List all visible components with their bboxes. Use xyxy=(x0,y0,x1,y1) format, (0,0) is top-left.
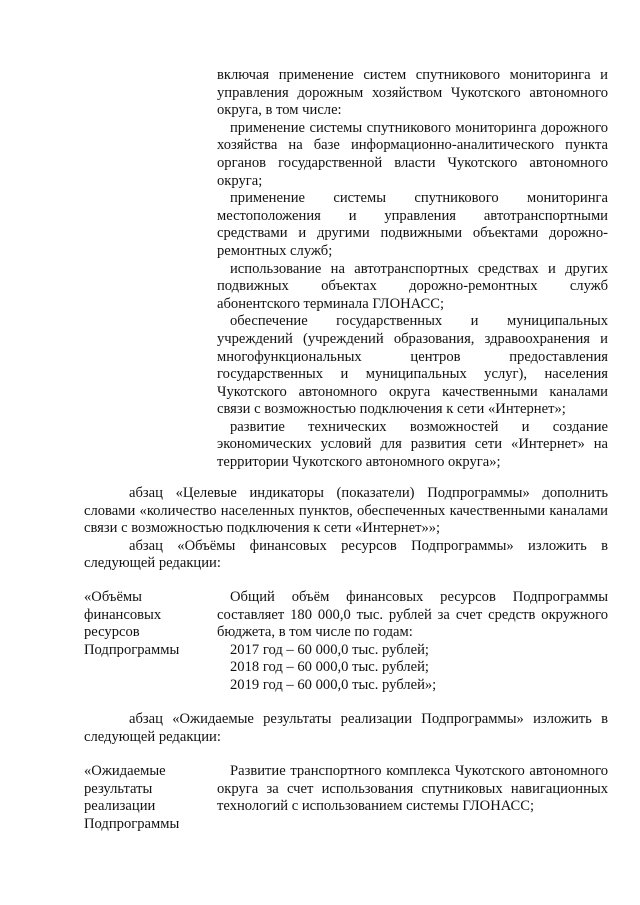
finance-year: 2019 год – 60 000,0 тыс. рублей»; xyxy=(230,676,437,693)
results-text: Развитие транспортного комплекса Чукотского автономного округа за счет использования спутниковых навигационных технологий с использованием системы ГЛОНАСС; xyxy=(217,763,608,815)
results-label-line: результаты xyxy=(84,780,153,797)
results-intro-paragraph: абзац «Ожидаемые результаты реализации Подпрограммы» изложить в следующей редакции: xyxy=(84,711,608,745)
top-intro: включая применение систем спутникового мониторинга и управления дорожным хозяйством Чукотского автономного округа, в том числе: xyxy=(217,67,608,119)
list-item: развитие технических возможностей и создание экономических условий для развития сети «Интернет» на территории Чукотского автономного округа»; xyxy=(217,418,608,471)
targets-paragraph: абзац «Целевые индикаторы (показатели) Подпрограммы» дополнить словами «количество населенных пунктов, обеспеченных качественными каналами связи с возможностью подключения к сети «Интернет»»; xyxy=(84,485,608,537)
results-label-line: «Ожидаемые xyxy=(84,763,166,779)
finance-label-line: «Объёмы xyxy=(84,589,142,605)
finance-label-line: финансовых xyxy=(84,606,162,623)
finance-label xyxy=(84,589,209,659)
list-item: использование на автотранспортных средствах и других подвижных объектах дорожно-ремонтных служб абонентского терминала ГЛОНАСС; xyxy=(217,260,608,312)
finance-label-line: Подпрограммы xyxy=(84,641,180,658)
top-list-section xyxy=(217,67,608,472)
list-item: обеспечение государственных и муниципальных учреждений (учреждений образования, здравоохранения и многофункциональных центров предоставления государственных и муниципальных услуг), населения Чукотского автономного округа качественными каналами связи с возможностью подключения к сети «Интернет»; xyxy=(217,313,608,418)
list-item: применение системы спутникового мониторинга дорожного хозяйства на базе информационно-аналитического пункта органов государственной власти Чукотского автономного округа; xyxy=(217,119,608,189)
finance-intro-paragraph: абзац «Объёмы финансовых ресурсов Подпрограммы» изложить в следующей редакции: xyxy=(84,537,608,572)
finance-content xyxy=(217,589,608,695)
finance-year: 2018 год – 60 000,0 тыс. рублей; xyxy=(230,659,429,676)
results-label-line: Подпрограммы xyxy=(84,815,180,832)
results-content xyxy=(217,763,608,816)
results-label xyxy=(84,763,209,833)
results-label-line: реализации xyxy=(84,798,156,815)
results-intro-section xyxy=(84,711,608,746)
list-item: применение системы спутникового мониторинга местоположения и управления автотранспортными средствами и другими подвижными объектами дорожно-ремонтных служб; xyxy=(217,190,608,259)
finance-text: Общий объём финансовых ресурсов Подпрограммы составляет 180 000,0 тыс. рублей за счет средств окружного бюджета, в том числе по годам: xyxy=(217,589,608,641)
finance-year: 2017 год – 60 000,0 тыс. рублей; xyxy=(230,641,429,658)
finance-label-line: ресурсов xyxy=(84,624,140,641)
amendment-paragraphs xyxy=(84,485,608,573)
